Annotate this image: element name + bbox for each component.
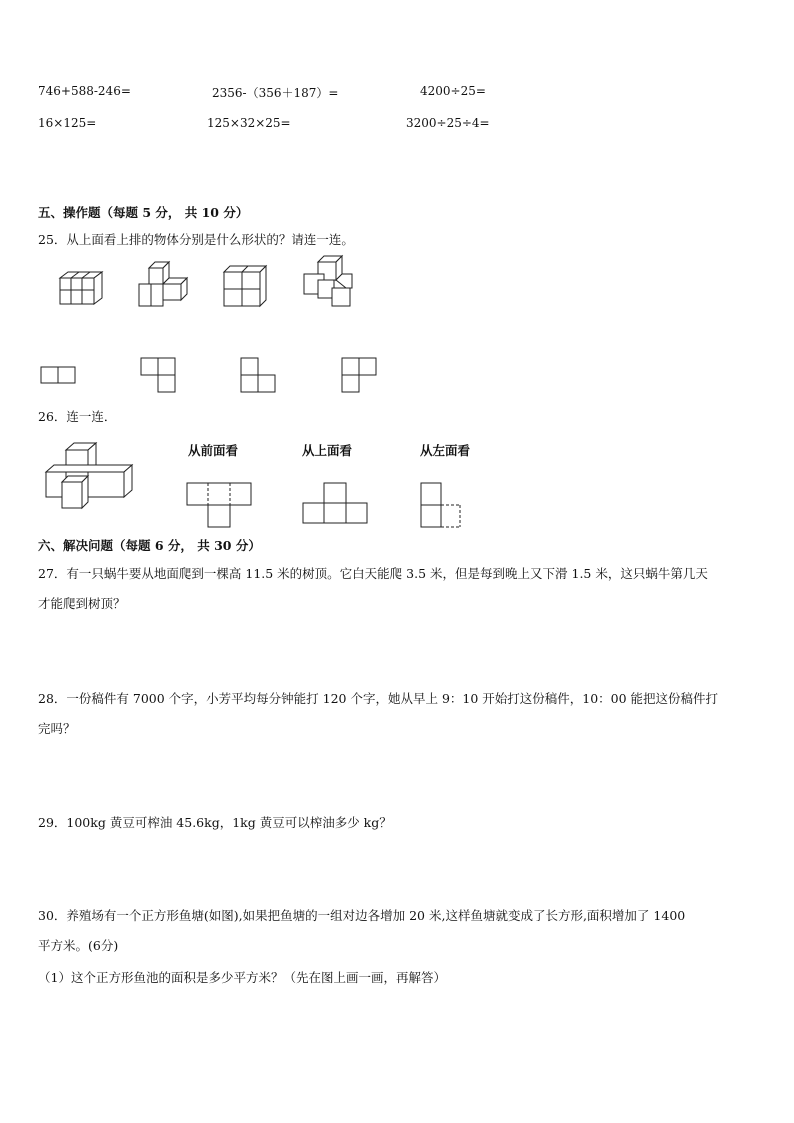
- question-30-line2: 平方米。(6分): [38, 938, 119, 953]
- question-27-line1: 27．有一只蜗牛要从地面爬到一棵高 11.5 米的树顶。它白天能爬 3.5 米，但是每到晚上又下滑 1.5 米，这只蜗牛第几天: [38, 566, 708, 581]
- top-view-option-3: [240, 357, 276, 393]
- label-left-view: 从左面看: [420, 443, 471, 458]
- cube-figure-1: [52, 268, 104, 308]
- calc-1-3: 4200÷25=: [420, 84, 486, 98]
- question-30-line1: 30．养殖场有一个正方形鱼塘(如图),如果把鱼塘的一组对边各增加 20 米,这样鱼塘就变成了长方形,面积增加了 1400: [38, 908, 686, 923]
- calc-1-2: 2356-（356＋187）=: [212, 86, 339, 100]
- calc-1-1: 746+588-246=: [38, 84, 131, 98]
- front-view-shape: [186, 482, 252, 528]
- question-29: 29．100kg 黄豆可榨油 45.6kg，1kg 黄豆可以榨油多少 kg？: [38, 815, 392, 830]
- label-top-view: 从上面看: [302, 443, 353, 458]
- label-front-view: 从前面看: [188, 443, 239, 458]
- top-view-shape: [302, 482, 368, 524]
- cube-figure-4: [298, 254, 356, 310]
- cube-figure-2: [135, 258, 191, 310]
- cube-figure-3: [220, 262, 270, 308]
- question-28-line2: 完吗？: [38, 721, 76, 736]
- top-view-option-1: [40, 366, 76, 384]
- question-26: 26．连一连．: [38, 409, 117, 424]
- question-27-line2: 才能爬到树顶？: [38, 596, 126, 611]
- top-view-option-2: [140, 357, 176, 393]
- calc-2-1: 16×125=: [38, 116, 97, 130]
- section6-heading: 六、解决问题（每题 6 分， 共 30 分）: [38, 538, 261, 553]
- calc-2-2: 125×32×25=: [207, 116, 291, 130]
- top-view-option-4: [341, 357, 377, 393]
- section5-heading: 五、操作题（每题 5 分， 共 10 分）: [38, 205, 249, 220]
- cube-figure-q26: [42, 440, 138, 512]
- question-28-line1: 28．一份稿件有 7000 个字，小芳平均每分钟能打 120 个字，她从早上 9：10 开始打这份稿件，10：00 能把这份稿件打: [38, 691, 719, 706]
- question-30-sub1: （1）这个正方形鱼池的面积是多少平方米？（先在图上画一画，再解答）: [38, 970, 446, 985]
- calc-2-3: 3200÷25÷4=: [406, 116, 490, 130]
- question-25: 25．从上面看上排的物体分别是什么形状的？请连一连。: [38, 232, 354, 247]
- left-view-shape: [420, 482, 464, 528]
